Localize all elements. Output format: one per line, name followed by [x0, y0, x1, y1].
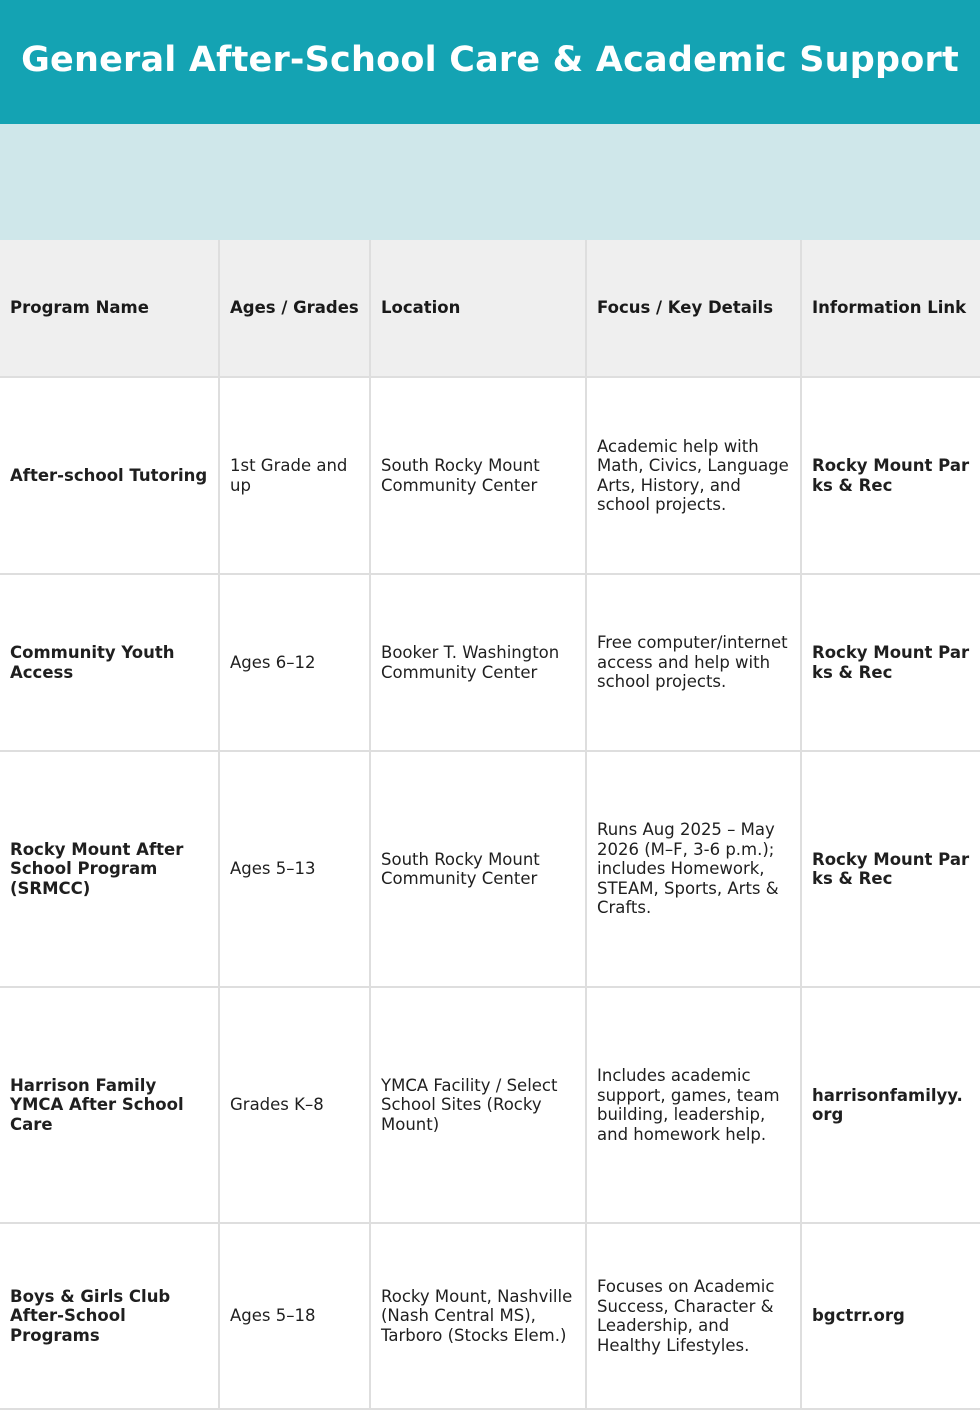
page-title: General After-School Care & Academic Support [21, 40, 959, 80]
program-name-cell: Community Youth Access [0, 574, 219, 751]
location-cell: Booker T. Washington Community Center [370, 574, 586, 751]
ages-cell: Grades K–8 [219, 987, 370, 1223]
ages-cell: Ages 5–13 [219, 751, 370, 987]
ages-cell: 1st Grade and up [219, 377, 370, 574]
column-header-program: Program Name [0, 240, 219, 377]
details-cell: Runs Aug 2025 – May 2026 (M–F, 3-6 p.m.); includes Homework, STEAM, Sports, Arts & Crafts. [586, 751, 801, 987]
info-link[interactable]: bgctrr.org [801, 1223, 980, 1409]
info-link[interactable]: Rocky Mount Parks & Rec [801, 574, 980, 751]
table-row [0, 574, 980, 751]
details-cell: Includes academic support, games, team building, leadership, and homework help. [586, 987, 801, 1223]
program-name-cell: Harrison Family YMCA After School Care [0, 987, 219, 1223]
details-cell: Free computer/internet access and help with school projects. [586, 574, 801, 751]
title-banner [0, 0, 980, 124]
table-row [0, 751, 980, 987]
column-header-details: Focus / Key Details [586, 240, 801, 377]
info-link[interactable]: harrisonfamilyy.org [801, 987, 980, 1223]
info-link[interactable]: Rocky Mount Parks & Rec [801, 751, 980, 987]
details-cell: Academic help with Math, Civics, Language Arts, History, and school projects. [586, 377, 801, 574]
ages-cell: Ages 6–12 [219, 574, 370, 751]
decorative-band [0, 124, 980, 240]
info-link[interactable]: Rocky Mount Parks & Rec [801, 377, 980, 574]
table-row [0, 1223, 980, 1409]
program-name-cell: Boys & Girls Club After-School Programs [0, 1223, 219, 1409]
ages-cell: Ages 5–18 [219, 1223, 370, 1409]
location-cell: Rocky Mount, Nashville (Nash Central MS), Tarboro (Stocks Elem.) [370, 1223, 586, 1409]
location-cell: South Rocky Mount Community Center [370, 377, 586, 574]
table-row [0, 377, 980, 574]
column-header-link: Information Link [801, 240, 980, 377]
table-row [0, 987, 980, 1223]
programs-table [0, 240, 980, 1410]
details-cell: Focuses on Academic Success, Character & Leadership, and Healthy Lifestyles. [586, 1223, 801, 1409]
program-name-cell: After-school Tutoring [0, 377, 219, 574]
location-cell: YMCA Facility / Select School Sites (Rocky Mount) [370, 987, 586, 1223]
column-header-ages: Ages / Grades [219, 240, 370, 377]
program-name-cell: Rocky Mount After School Program (SRMCC) [0, 751, 219, 987]
table-header-row [0, 240, 980, 377]
column-header-location: Location [370, 240, 586, 377]
location-cell: South Rocky Mount Community Center [370, 751, 586, 987]
